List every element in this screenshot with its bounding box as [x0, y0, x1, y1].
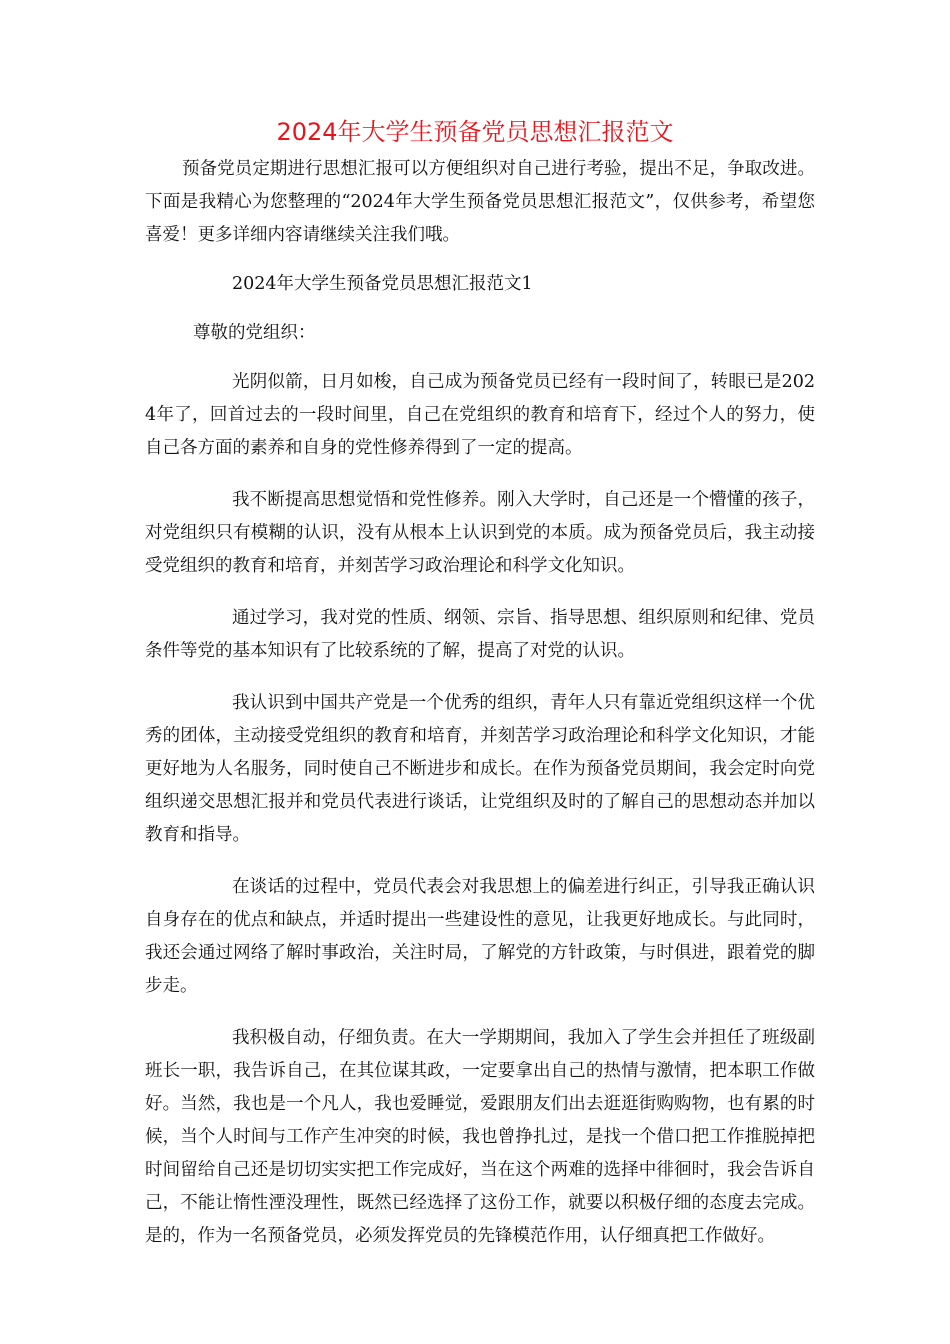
document-title: 2024年大学生预备党员思想汇报范文: [276, 118, 674, 146]
body-paragraph-4: 我认识到中国共产党是一个优秀的组织，青年人只有靠近党组织这样一个优秀的团体，主动接受党组织的教育和培育，并刻苦学习政治理论和科学文化知识，才能更好地为人名服务，同时使自己不断进步和成长。在作为预备党员期间，我会定时向党组织递交思想汇报并和党员代表进行谈话，让党组织及时的了解自己的思想动态并加以教育和指导。: [145, 693, 815, 845]
body-paragraph-3: 通过学习，我对党的性质、纲领、宗旨、指导思想、组织原则和纪律、党员条件等党的基本知识有了比较系统的了解，提高了对党的认识。: [145, 608, 815, 661]
salutation: 尊敬的党组织：: [193, 323, 316, 343]
body-paragraph-5: 在谈话的过程中，党员代表会对我思想上的偏差进行纠正，引导我正确认识自身存在的优点和缺点，并适时提出一些建设性的意见，让我更好地成长。与此同时，我还会通过网络了解时事政治，关注时局，了解党的方针政策，与时俱进，跟着党的脚步走。: [145, 877, 815, 996]
document-body: [145, 153, 815, 1253]
body-paragraph-2: 我不断提高思想觉悟和党性修养。刚入大学时，自己还是一个懵懂的孩子，对党组织只有模糊的认识，没有从根本上认识到党的本质。成为预备党员后，我主动接受党组织的教育和培育，并刻苦学习政治理论和科学文化知识。: [145, 490, 815, 576]
body-paragraph-1: 光阴似箭，日月如梭，自己成为预备党员已经有一段时间了，转眼已是2024年了，回首过去的一段时间里，自己在党组织的教育和培育下，经过个人的努力，使自己各方面的素养和自身的党性修养得到了一定的提高。: [145, 372, 815, 458]
intro-paragraph: 预备党员定期进行思想汇报可以方便组织对自己进行考验，提出不足，争取改进。下面是我精心为您整理的“2024年大学生预备党员思想汇报范文”，仅供参考，希望您喜爱！更多详细内容请继续关注我们哦。: [145, 159, 815, 245]
body-paragraph-6: 我积极自动，仔细负责。在大一学期期间，我加入了学生会并担任了班级副班长一职，我告诉自己，在其位谋其政，一定要拿出自己的热情与激情，把本职工作做好。当然，我也是一个凡人，我也爱睡觉，爱跟朋友们出去逛逛街购购物，也有累的时候，当个人时间与工作产生冲突的时候，我也曾挣扎过，是找一个借口把工作推脱掉把时间留给自己还是切切实实把工作完成好，当在这个两难的选择中徘徊时，我会告诉自己，不能让惰性湮没理性，既然已经选择了这份工作，就要以积极仔细的态度去完成。是的，作为一名预备党员，必须发挥党员的先锋模范作用，认仔细真把工作做好。: [145, 1028, 815, 1246]
section-subtitle: 2024年大学生预备党员思想汇报范文1: [232, 274, 533, 294]
